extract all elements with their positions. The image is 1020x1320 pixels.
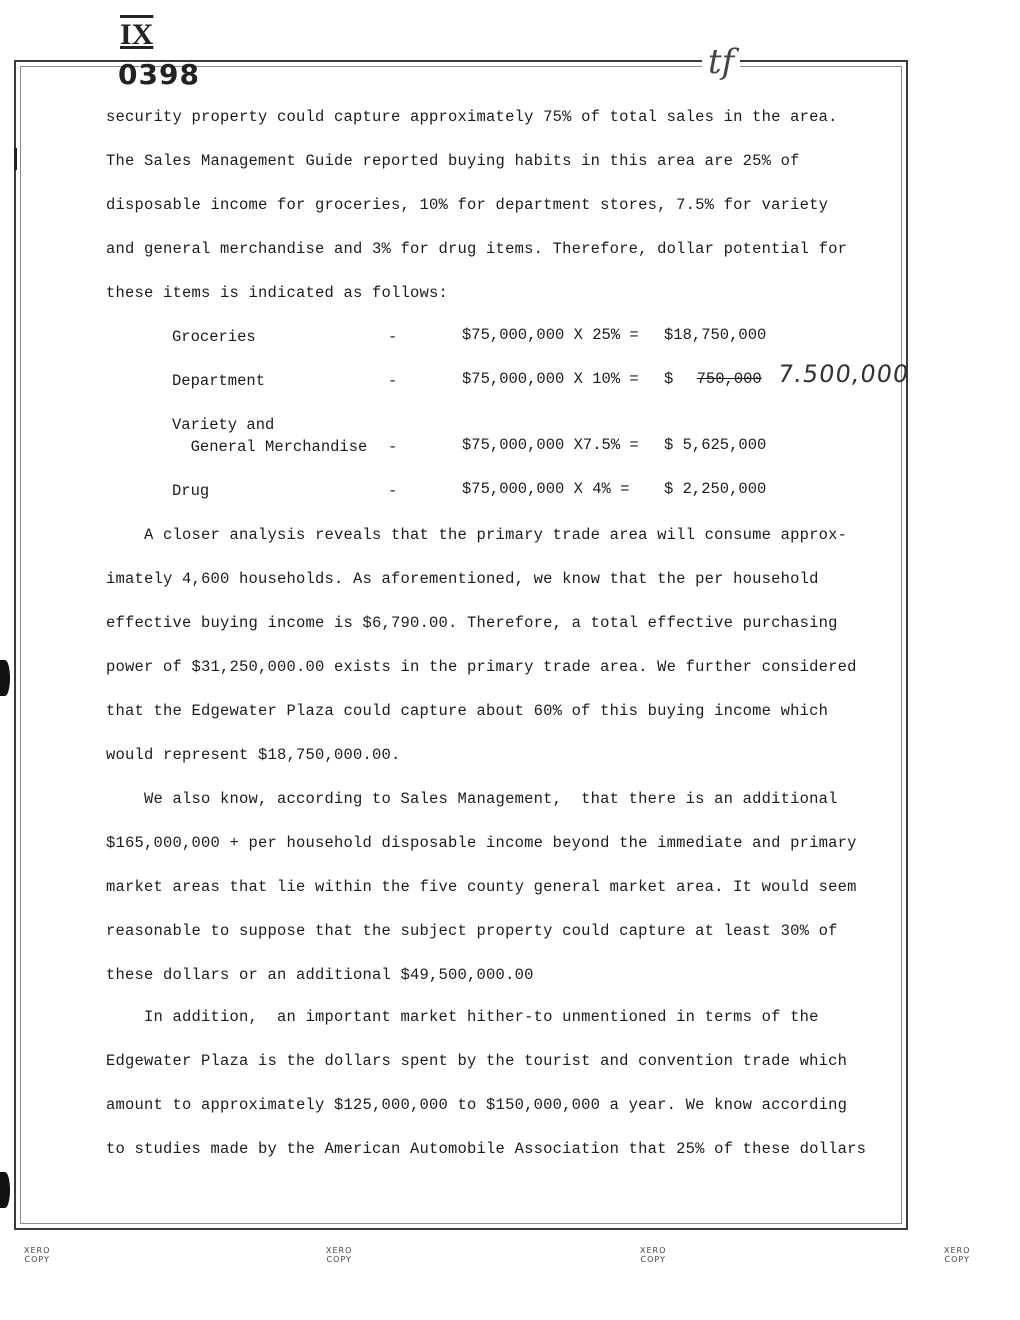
text-line: that the Edgewater Plaza could capture about 60% of this buying income which (106, 702, 829, 720)
stamp-line: XERO (326, 1246, 353, 1255)
text-line: In addition, an important market hither-to unmentioned in terms of the (106, 1008, 819, 1026)
text-line: Edgewater Plaza is the dollars spent by the tourist and convention trade which (106, 1052, 848, 1070)
struck-result: 750,000 (696, 370, 762, 388)
stamp-line: COPY (640, 1255, 666, 1264)
table-row-formula: $75,000,000 X7.5% = (462, 436, 639, 454)
xero-copy-stamp (944, 1246, 970, 1264)
stamp-line: XERO (24, 1246, 51, 1255)
text-line: $165,000,000 + per household disposable income beyond the immediate and primary (106, 834, 857, 852)
text-line: imately 4,600 households. As aforementioned, we know that the per household (106, 570, 819, 588)
table-row-label: Department (172, 372, 266, 390)
table-row-result: $18,750,000 (664, 326, 767, 344)
text-line: The Sales Management Guide reported buying habits in this area are 25% of (106, 152, 800, 170)
table-row-formula: $75,000,000 X 10% = (462, 370, 639, 388)
table-row-dash: - (388, 438, 398, 456)
result-prefix: $ (664, 370, 674, 388)
stamp-line: COPY (944, 1255, 970, 1264)
xero-copy-stamp (326, 1246, 352, 1264)
text-line: A closer analysis reveals that the primary trade area will consume approx- (106, 526, 848, 544)
edge-mark (14, 148, 17, 170)
handwritten-initials: tf (702, 42, 740, 82)
page-number: 0398 (118, 58, 200, 91)
stamp-line: XERO (944, 1246, 971, 1255)
text-line: market areas that lie within the five county general market area. It would seem (106, 878, 857, 896)
binder-hole (0, 660, 10, 696)
text-line: power of $31,250,000.00 exists in the primary trade area. We further considered (106, 658, 857, 676)
table-row-formula: $75,000,000 X 25% = (462, 326, 639, 344)
section-roman-numeral: IX (120, 18, 154, 51)
text-line: We also know, according to Sales Management, that there is an additional (106, 790, 838, 808)
text-line: effective buying income is $6,790.00. Therefore, a total effective purchasing (106, 614, 838, 632)
xero-copy-stamp (640, 1246, 666, 1264)
table-row-result: $ 5,625,000 (664, 436, 767, 454)
table-row-dash: - (388, 328, 398, 346)
table-row-label: General Merchandise (172, 438, 368, 456)
text-line: disposable income for groceries, 10% for department stores, 7.5% for variety (106, 196, 829, 214)
table-row-result (664, 370, 762, 388)
text-line: to studies made by the American Automobile Association that 25% of these dollars (106, 1140, 867, 1158)
binder-hole (0, 1172, 10, 1208)
text-line: security property could capture approximately 75% of total sales in the area. (106, 108, 838, 126)
table-row-label: Variety and (172, 416, 275, 434)
stamp-line: COPY (24, 1255, 50, 1264)
table-row-formula: $75,000,000 X 4% = (462, 480, 630, 498)
text-line: these dollars or an additional $49,500,000.00 (106, 966, 534, 984)
text-line: amount to approximately $125,000,000 to $150,000,000 a year. We know according (106, 1096, 848, 1114)
table-row-dash: - (388, 482, 398, 500)
stamp-line: XERO (640, 1246, 667, 1255)
handwritten-correction: 7.500,000 (776, 360, 912, 388)
table-row-result: $ 2,250,000 (664, 480, 767, 498)
text-line: these items is indicated as follows: (106, 284, 449, 302)
text-line: would represent $18,750,000.00. (106, 746, 401, 764)
text-line: and general merchandise and 3% for drug items. Therefore, dollar potential for (106, 240, 848, 258)
stamp-line: COPY (326, 1255, 352, 1264)
xero-copy-stamp (24, 1246, 50, 1264)
table-row-label: Groceries (172, 328, 256, 346)
table-row-dash: - (388, 372, 398, 390)
table-row-label: Drug (172, 482, 210, 500)
text-line: reasonable to suppose that the subject property could capture at least 30% of (106, 922, 838, 940)
